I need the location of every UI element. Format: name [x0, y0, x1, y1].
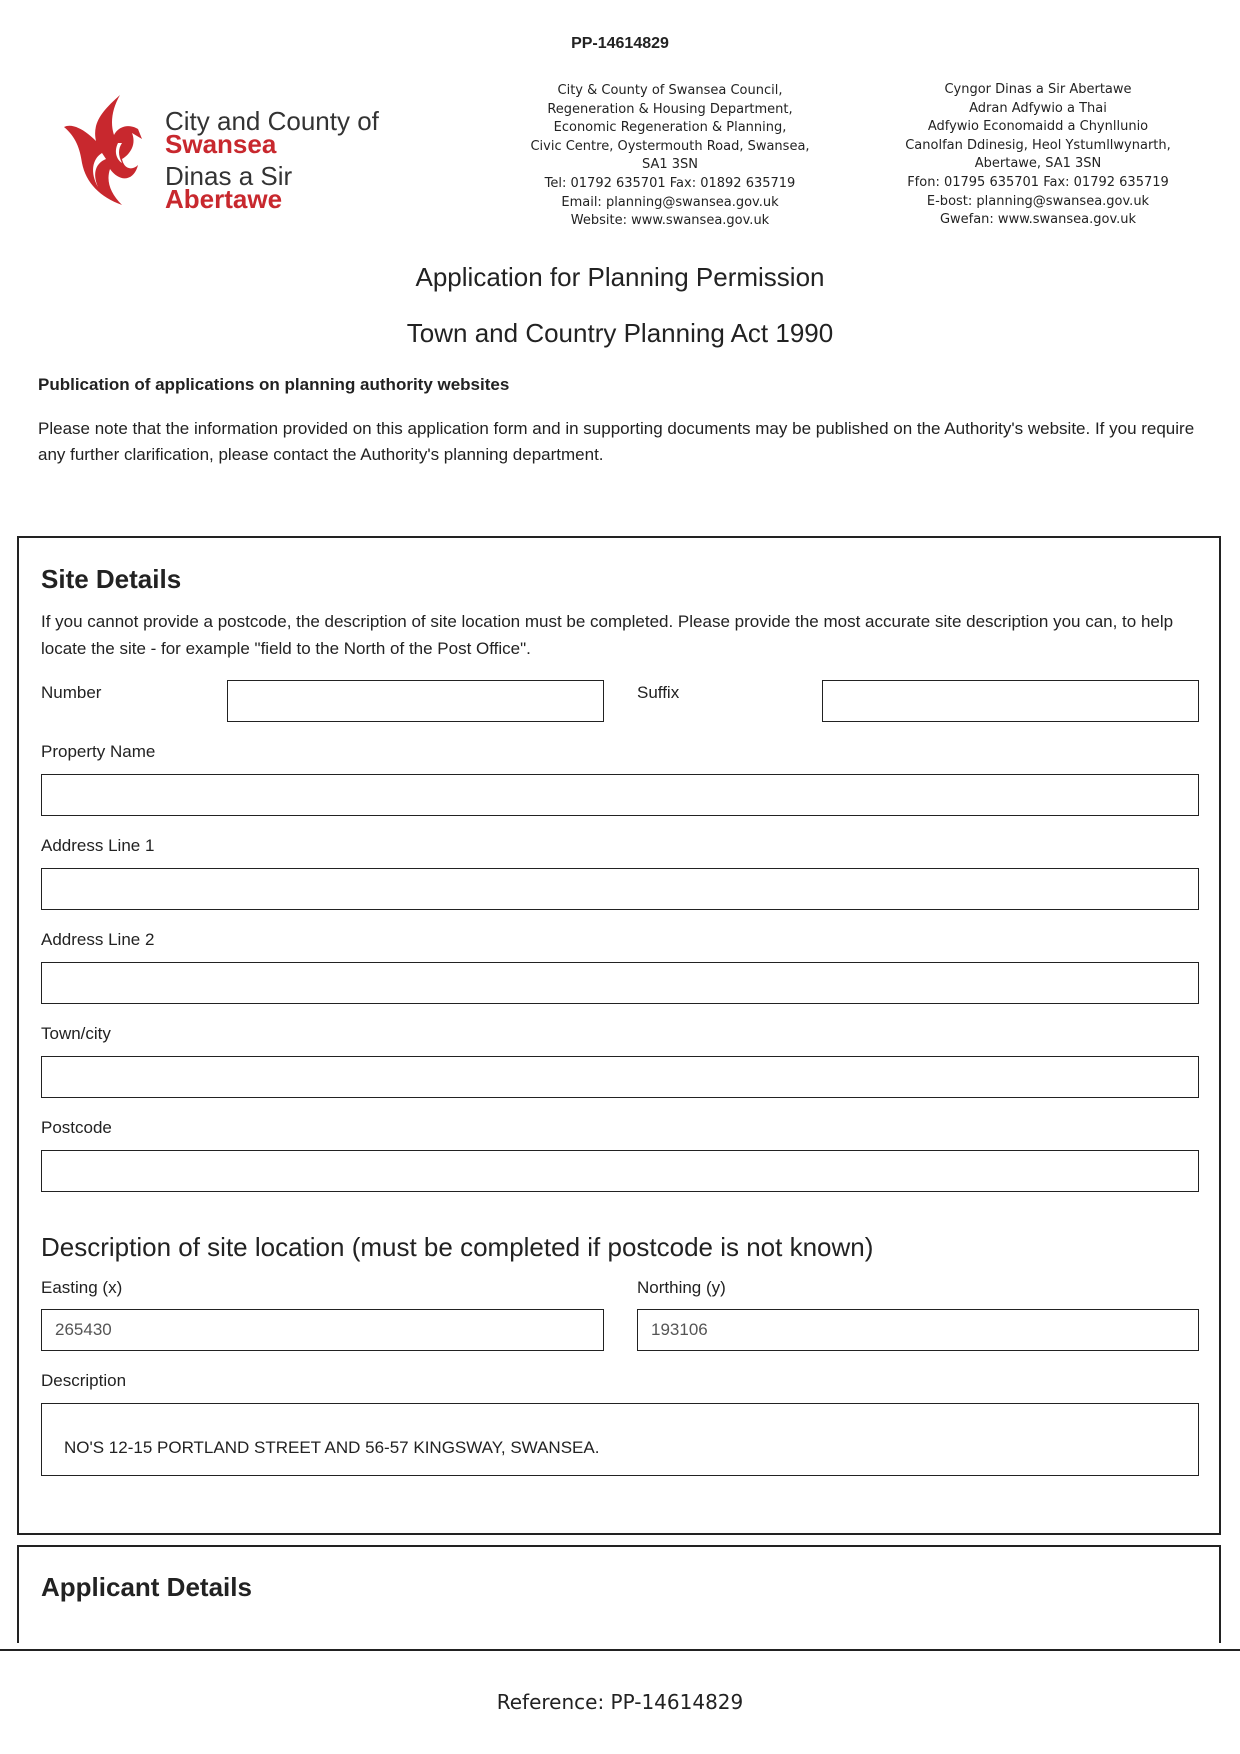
address-line: Abertawe, SA1 3SN	[974, 156, 1102, 172]
easting-value: 265430	[55, 1320, 112, 1339]
site-details-intro: If you cannot provide a postcode, the description of site location must be completed. Please provide the most accurate site description you can, to help locate the site - for example "field to the North of the Post Office".	[41, 612, 1174, 658]
easting-label: Easting (x)	[41, 1278, 123, 1297]
address-line: Adfywio Economaidd a Chynllunio	[927, 119, 1149, 135]
easting-input[interactable]	[41, 1309, 604, 1351]
address-line: Website: www.swansea.gov.uk	[570, 213, 770, 229]
northing-input[interactable]	[637, 1309, 1199, 1351]
publication-text: Please note that the information provided on this application form and in supporting documents may be published on the Authority's website. If you require any further clarification, please contact the Authority's planning department.	[38, 419, 1195, 464]
description-value: NO'S 12-15 PORTLAND STREET AND 56-57 KINGSWAY, SWANSEA.	[64, 1438, 600, 1457]
address-line: Adran Adfywio a Thai	[969, 100, 1107, 116]
postcode-label: Postcode	[41, 1118, 112, 1137]
address-line: SA1 3SN	[641, 157, 699, 173]
logo-line-4: Abertawe	[165, 184, 283, 214]
property-name-label: Property Name	[41, 742, 156, 761]
council-logo	[62, 93, 422, 223]
description-textarea[interactable]	[41, 1403, 1199, 1476]
site-location-heading: Description of site location (must be completed if postcode is not known)	[41, 1232, 874, 1262]
address-line: Email: planning@swansea.gov.uk	[561, 194, 779, 210]
description-label: Description	[41, 1371, 127, 1390]
site-details-heading: Site Details	[41, 564, 182, 594]
address-line: City & County of Swansea Council,	[557, 83, 783, 98]
address-line-2-label: Address Line 2	[41, 930, 155, 949]
address-line: E-bost: planning@swansea.gov.uk	[926, 193, 1150, 209]
publication-heading: Publication of applications on planning authority websites	[38, 375, 510, 394]
postcode-input[interactable]	[41, 1150, 1199, 1192]
page-title: Application for Planning Permission	[415, 262, 825, 292]
address-line-1-input[interactable]	[41, 868, 1199, 910]
address-line-1-label: Address Line 1	[41, 836, 155, 855]
northing-label: Northing (y)	[637, 1278, 726, 1297]
site-details-section	[17, 536, 1221, 1535]
logo-line-1: City and County of	[165, 106, 379, 136]
suffix-input[interactable]	[822, 680, 1199, 722]
address-line: Gwefan: www.swansea.gov.uk	[939, 212, 1137, 228]
address-line: Ffon: 01795 635701 Fax: 01792 635719	[907, 174, 1169, 190]
footer-reference: Reference: PP-14614829	[496, 1690, 744, 1714]
footer-divider	[0, 1649, 1240, 1651]
phoenix-logo-icon	[62, 93, 152, 213]
number-label: Number	[41, 683, 102, 702]
number-input[interactable]	[227, 680, 604, 722]
address-english	[520, 82, 820, 231]
logo-line-3: Dinas a Sir	[165, 161, 293, 191]
town-city-input[interactable]	[41, 1056, 1199, 1098]
address-line: Tel: 01792 635701 Fax: 01892 635719	[544, 175, 796, 191]
address-line: Cyngor Dinas a Sir Abertawe	[944, 82, 1132, 97]
address-line-2-input[interactable]	[41, 962, 1199, 1004]
address-line: Regeneration & Housing Department,	[547, 101, 793, 117]
town-city-label: Town/city	[41, 1024, 111, 1043]
address-line: Canolfan Ddinesig, Heol Ystumllwynarth,	[905, 137, 1171, 153]
logo-line-2: Swansea	[165, 129, 277, 159]
address-line: Economic Regeneration & Planning,	[553, 120, 787, 136]
page-subtitle: Town and Country Planning Act 1990	[406, 318, 834, 348]
property-name-input[interactable]	[41, 774, 1199, 816]
address-welsh	[888, 81, 1188, 230]
applicant-details-section	[17, 1545, 1221, 1643]
applicant-details-heading: Applicant Details	[41, 1572, 252, 1602]
address-line: Civic Centre, Oystermouth Road, Swansea,	[530, 138, 810, 154]
northing-value: 193106	[651, 1320, 708, 1339]
suffix-label: Suffix	[637, 683, 680, 702]
reference-number: PP-14614829	[571, 35, 669, 52]
